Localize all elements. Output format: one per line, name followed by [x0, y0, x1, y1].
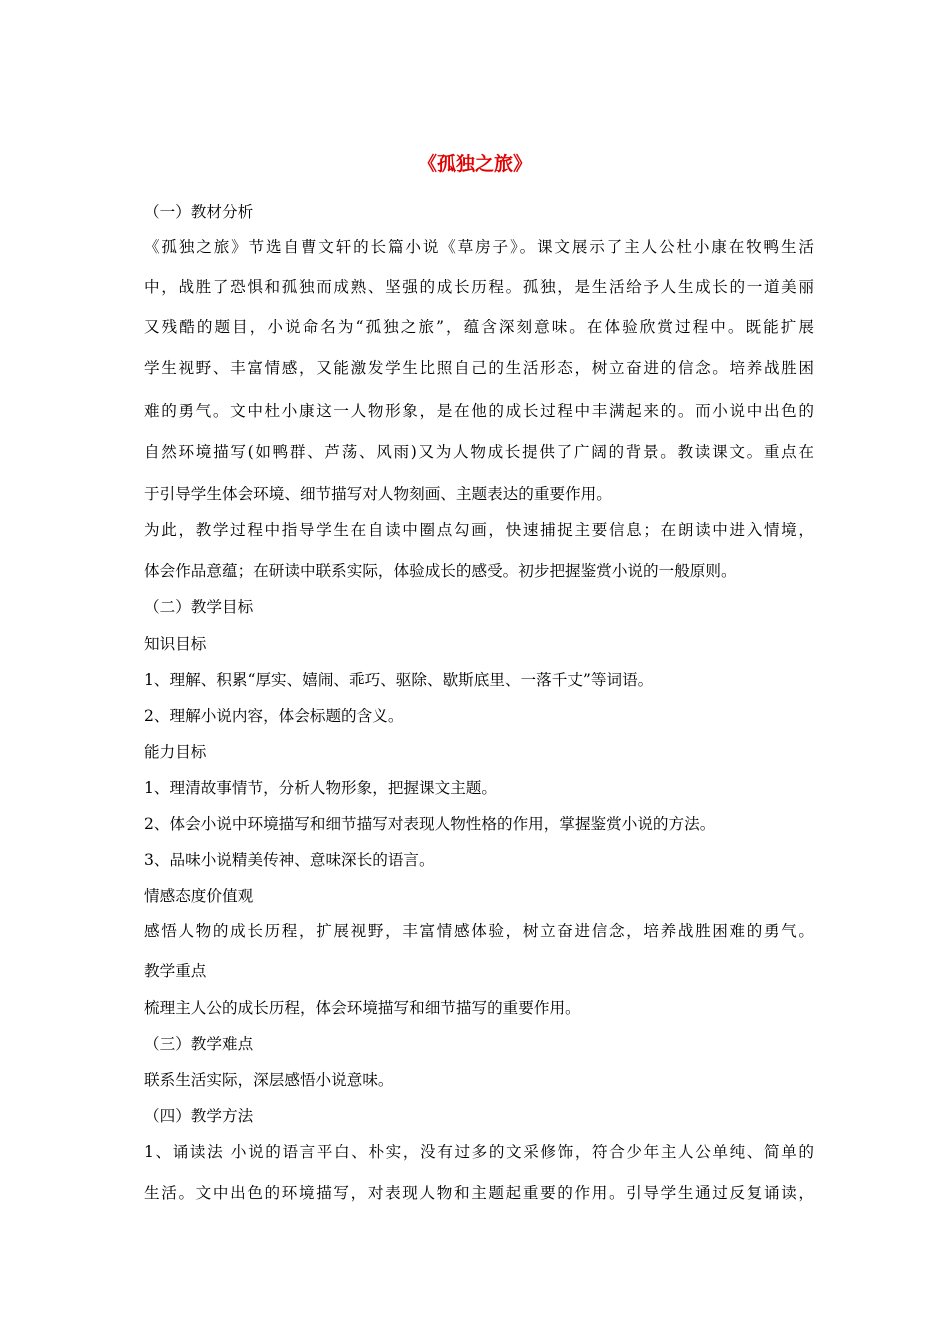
subheading-teaching-focus: 教学重点	[144, 962, 207, 980]
paragraph-line: 自然环境描写(如鸭群、芦荡、风雨)又为人物成长提供了广阔的背景。教读课文。重点在	[144, 443, 814, 461]
subheading-knowledge-goals: 知识目标	[144, 635, 207, 653]
subheading-attitude-values: 情感态度价值观	[144, 887, 254, 905]
section-heading-teaching-difficulty: （三）教学难点	[144, 1035, 254, 1053]
subheading-ability-goals: 能力目标	[144, 743, 207, 761]
document-title: 《孤独之旅》	[417, 153, 532, 175]
paragraph-line: 《孤独之旅》节选自曹文轩的长篇小说《草房子》。课文展示了主人公杜小康在牧鸭生活	[144, 238, 814, 256]
paragraph-line: 感悟人物的成长历程，扩展视野，丰富情感体验，树立奋进信念，培养战胜困难的勇气。	[144, 922, 814, 940]
list-item: 3、品味小说精美传神、意味深长的语言。	[144, 851, 435, 869]
section-heading-teaching-goals: （二）教学目标	[144, 598, 254, 616]
list-item: 1、理清故事情节，分析人物形象，把握课文主题。	[144, 779, 497, 797]
paragraph-line: 难的勇气。文中杜小康这一人物形象，是在他的成长过程中丰满起来的。而小说中出色的	[144, 402, 814, 420]
paragraph-line: 中，战胜了恐惧和孤独而成熟、坚强的成长历程。孤独，是生活给予人生成长的一道美丽	[144, 278, 814, 296]
paragraph-line: 为此，教学过程中指导学生在自读中圈点勾画，快速捕捉主要信息；在朗读中进入情境，	[144, 521, 814, 539]
list-item: 1、理解、积累“厚实、嬉闹、乖巧、驱除、歇斯底里、一落千丈”等词语。	[144, 671, 654, 689]
paragraph-line: 于引导学生体会环境、细节描写对人物刻画、主题表达的重要作用。	[144, 485, 612, 503]
section-heading-textbook-analysis: （一）教材分析	[144, 203, 254, 221]
list-item: 2、理解小说内容，体会标题的含义。	[144, 707, 404, 725]
section-heading-teaching-methods: （四）教学方法	[144, 1107, 254, 1125]
paragraph-line: 生活。文中出色的环境描写，对表现人物和主题起重要的作用。引导学生通过反复诵读，	[144, 1184, 814, 1202]
paragraph-line: 又残酷的题目，小说命名为“孤独之旅”，蕴含深刻意味。在体验欣赏过程中。既能扩展	[144, 318, 814, 336]
paragraph-line: 学生视野、丰富情感，又能激发学生比照自己的生活形态，树立奋进的信念。培养战胜困	[144, 359, 814, 377]
paragraph-line: 联系生活实际，深层感悟小说意味。	[144, 1071, 394, 1089]
paragraph-line: 梳理主人公的成长历程，体会环境描写和细节描写的重要作用。	[144, 999, 581, 1017]
paragraph-line: 1、诵读法 小说的语言平白、朴实，没有过多的文采修饰，符合少年主人公单纯、简单的	[144, 1143, 814, 1161]
list-item: 2、体会小说中环境描写和细节描写对表现人物性格的作用，掌握鉴赏小说的方法。	[144, 815, 716, 833]
paragraph-line: 体会作品意蕴；在研读中联系实际，体验成长的感受。初步把握鉴赏小说的一般原则。	[144, 562, 737, 580]
